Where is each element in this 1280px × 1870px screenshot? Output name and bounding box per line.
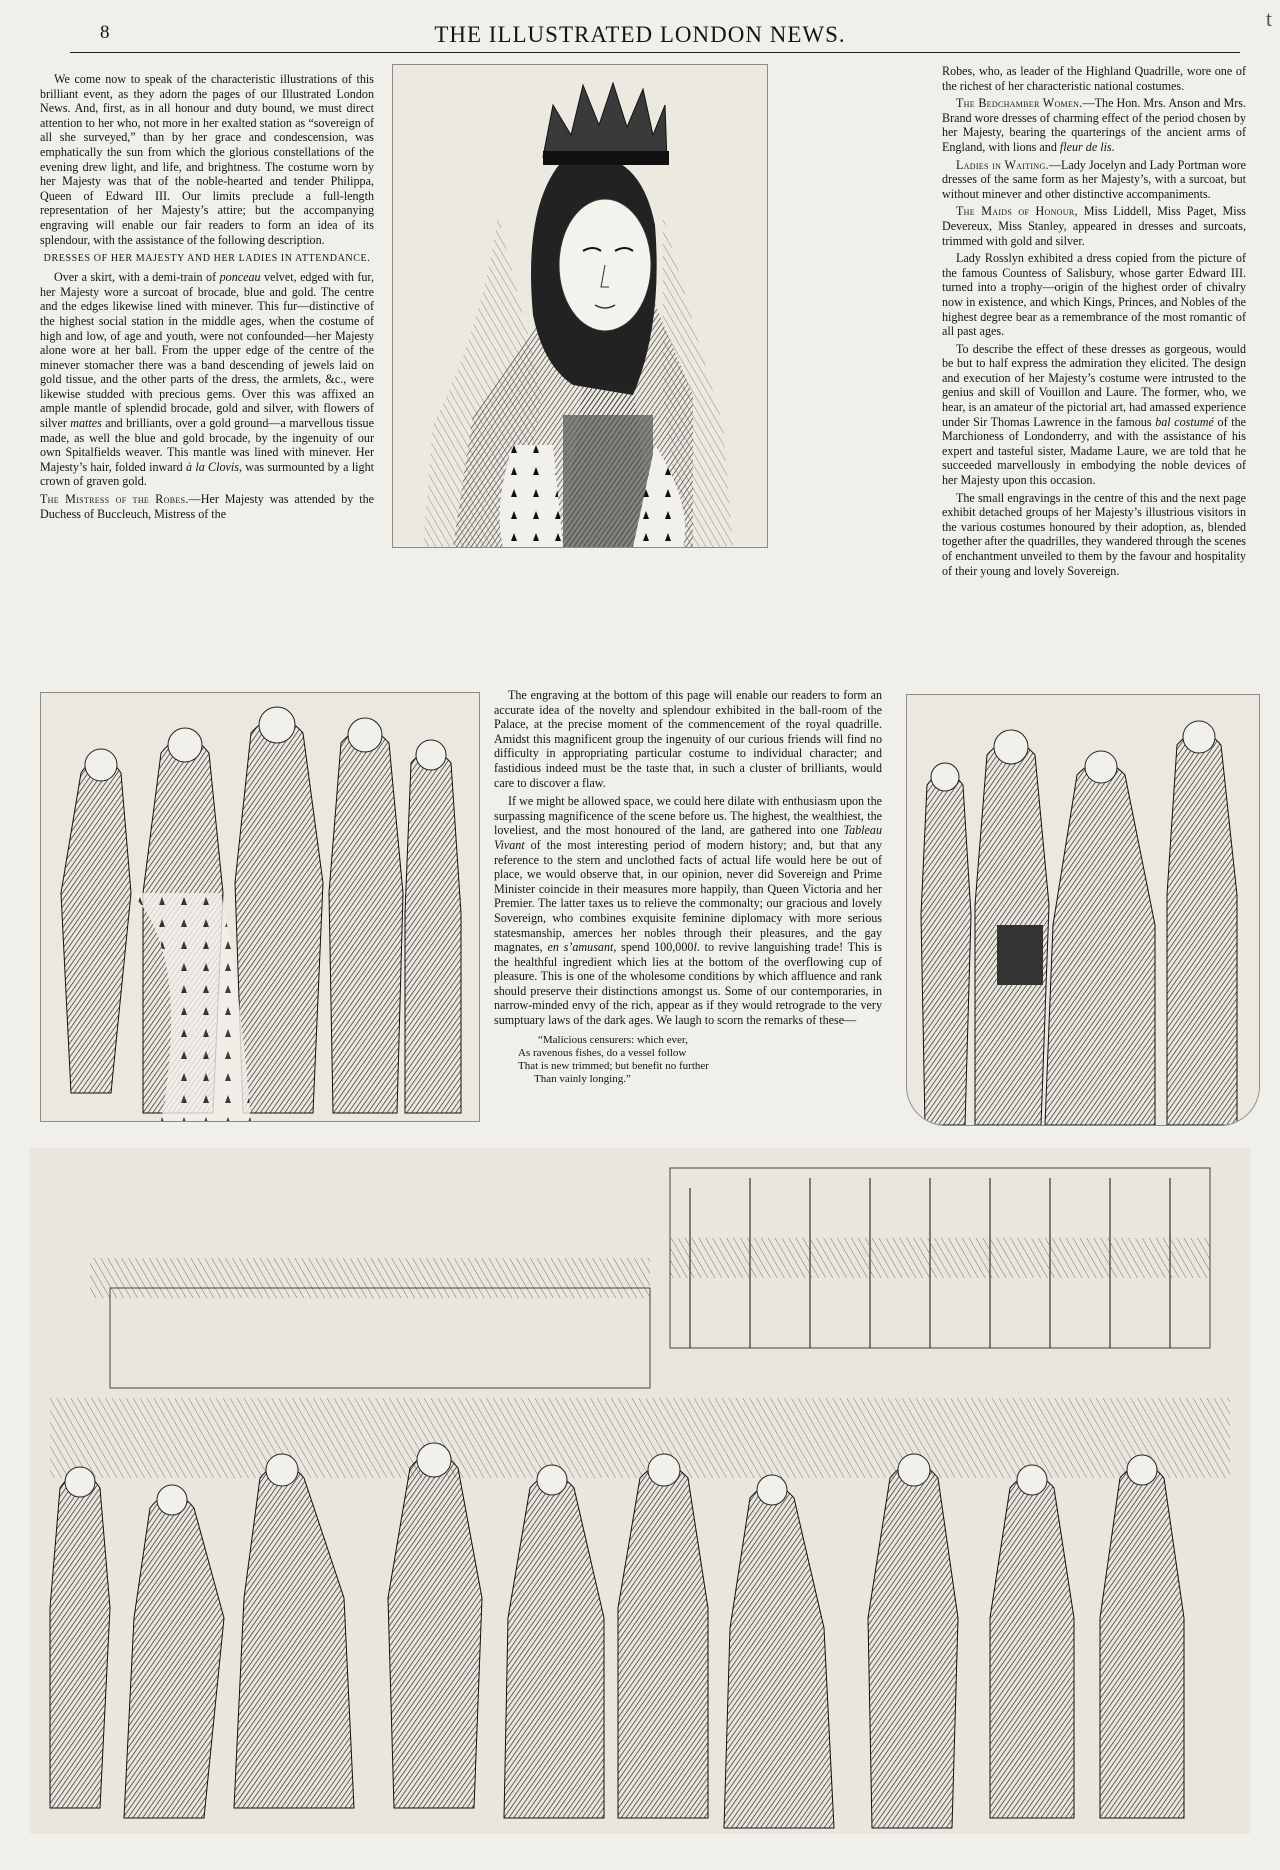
poem-line: As ravenous fishes, do a vessel follow <box>518 1046 687 1059</box>
courtiers-group-illustration <box>41 693 479 1121</box>
highland-group-illustration <box>907 695 1259 1125</box>
poem-line: “Malicious censurers: which ever, <box>538 1033 688 1046</box>
rosslyn-paragraph: Lady Rosslyn exhibited a dress copied from the picture of the famous Countess of Salisbury, whose garter Edward III. turned into a trophy—origin of the highest order of chivalry now in existence, and which Kings, Princes, and Nobles of the highest degree bear as a remembrance of the most romantic of all past ages. <box>942 251 1246 339</box>
poem-line: Than vainly longing.” <box>534 1072 631 1085</box>
poem-line: That is new trimmed; but benefit no further <box>518 1059 709 1072</box>
describe-paragraph: To describe the effect of these dresses as gorgeous, would be but to half express the admiration they elicited. The design and execution of her Majesty’s costume were intrusted to the genius and skill of Vouillon and Laure. The former, who, we hear, is an amateur of the pictorial art, had amassed experience under Sir Thomas Lawrence in the famous bal costumé of the Marchioness of Londonderry, and with the assistance of his expert and tasteful sister, Madame Laure, we are told that he succeeded marvellously in embodying the noble devices of her Majesty upon this occasion. <box>942 341 1246 488</box>
bedchamber-paragraph: The Bedchamber Women.—The Hon. Mrs. Anson and Mrs. Brand wore dresses of charming effect of the period chosen by her Majesty, bearing the quarterings of the ancient arms of England, with lions and fleur de lis. <box>942 96 1246 154</box>
queen-portrait-illustration <box>393 65 767 547</box>
mistress-paragraph: The Mistress of the Robes.—Her Majesty was attended by the Duchess of Buccleuch, Mistress of the <box>40 492 374 521</box>
tableau-paragraph: If we might be allowed space, we could here dilate with enthusiasm upon the surpassing magnificence of the scene before us. The highest, the wealthiest, the loveliest, and the most honoured of the land, are gathered into one Tableau Vivant of the most interesting period of modern history; and, but that any reference to the stern and unclothed facts of actual life would here be out of place, we would observe that, in our opinion, never did Sovereign and Prime Minister coincide in their measures more happily, than Queen Victoria and her Premier. The latter taxes us to relieve the commonalty; our gracious and lovely Sovereign, who combines exquisite feminine diplomacy with more serious statesmanship, amerces her nobles through their pleasures, and the gay magnates, en s’amusant, spend 100,000l. to revive languishing trade! This is the healthful ingredient which lies at the bottom of the overflowing cup of pleasure. This is one of the wholesome conditions by which affluence and rank should preserve their distinctions amongst us. Some of our contemporaries, in narrow-minded envy of the rich, appear as if they would retrograde to the very sumptuary laws of the dark ages. We laugh to scorn the remarks of these— <box>494 794 882 1028</box>
ballroom-paragraph: The engraving at the bottom of this page will enable our readers to form an accurate idea of the novelty and splendour exhibited in the ball-room of the Palace, at the precise moment of the commencement of the royal quadrille. Amidst this magnificent group the ingenuity of our curious friends will find no difficulty in appropriating particular costume to individual character; and fastidious indeed must be the taste that, in such a cluster of brilliants, would care to discover a flaw. <box>494 688 882 790</box>
maids-paragraph: The Maids of Honour, Miss Liddell, Miss Paget, Miss Devereux, Miss Stanley, appeared in dresses and surcoats, trimmed with gold and silver. <box>942 204 1246 248</box>
queen-portrait-engraving <box>392 64 768 548</box>
center-column <box>494 688 882 1086</box>
left-group-engraving <box>40 692 480 1122</box>
dress-paragraph: Over a skirt, with a demi-train of ponceau velvet, edged with fur, her Majesty wore a surcoat of brocade, blue and gold. The centre and the edges likewise lined with minever. This fur—distinctive of the highest social station in the middle ages, when the costume of high and low, of age and youth, were not confounded—her Majesty alone wore at her ball. From the upper edge of the centre of the minever stomacher there was a band descending of jewels laid on gold tissue, and the other parts of the dress, the armlets, &c., were likewise studded with precious gems. Over this was affixed an ample mantle of splendid brocade, gold and silver, with flowers of silver mattes and brilliants, over a gold ground—a marvellous tissue made, as well the blue and gold brocade, by the ingenuity of our own Spitalfields weaver. This mantle was lined with minever. Her Majesty’s hair, folded inward à la Clovis, was surmounted by a light crown of graven gold. <box>40 270 375 489</box>
robes-paragraph: Robes, who, as leader of the Highland Quadrille, wore one of the richest of her characteristic national costumes. <box>942 64 1246 93</box>
right-column <box>942 64 1246 581</box>
page-edge-mark: t <box>1265 6 1272 31</box>
ballroom-quadrille-engraving <box>30 1148 1250 1834</box>
poem-quotation <box>494 1034 882 1086</box>
dresses-subhead: DRESSES OF HER MAJESTY AND HER LADIES IN ATTENDANCE. <box>43 253 371 265</box>
ladies-paragraph: Ladies in Waiting.—Lady Jocelyn and Lady Portman wore dresses of the same form as her Majesty’s, with a surcoat, but without minever and other distinctive accompaniments. <box>942 157 1246 201</box>
header-rule <box>70 52 1240 53</box>
small-engravings-paragraph: The small engravings in the centre of this and the next page exhibit detached groups of her Majesty’s illustrious visitors in the various costumes honoured by their adoption, as, blended together after the quadrilles, they wandered through the scenes of enchantment unveiled to them by the favour and hospitality of their young and lovely Sovereign. <box>942 490 1246 578</box>
left-column <box>40 72 374 524</box>
intro-paragraph: We come now to speak of the characteristic illustrations of this brilliant event, as they adorn the pages of our Illustrated London News. And, first, as in all honour and duty bound, we must direct attention to her who, not more in her exalted station as “sovereign of all she surveyed,” than by her grace and condescension, was emphatically the sun from which the glorious constellations of the evening drew light, and life, and brightness. The costume worn by her Majesty was that of the noble-hearted and tender Philippa, Queen of Edward III. Our limits preclude a full-length representation of her Majesty’s attire; but the accompanying engraving will enable our fair readers to form an idea of its splendour, with the assistance of the following description. <box>40 72 374 247</box>
royal-quadrille-illustration <box>30 1148 1250 1834</box>
masthead: THE ILLUSTRATED LONDON NEWS. <box>434 22 846 47</box>
page-number: 8 <box>100 22 110 43</box>
right-group-engraving <box>906 694 1260 1126</box>
